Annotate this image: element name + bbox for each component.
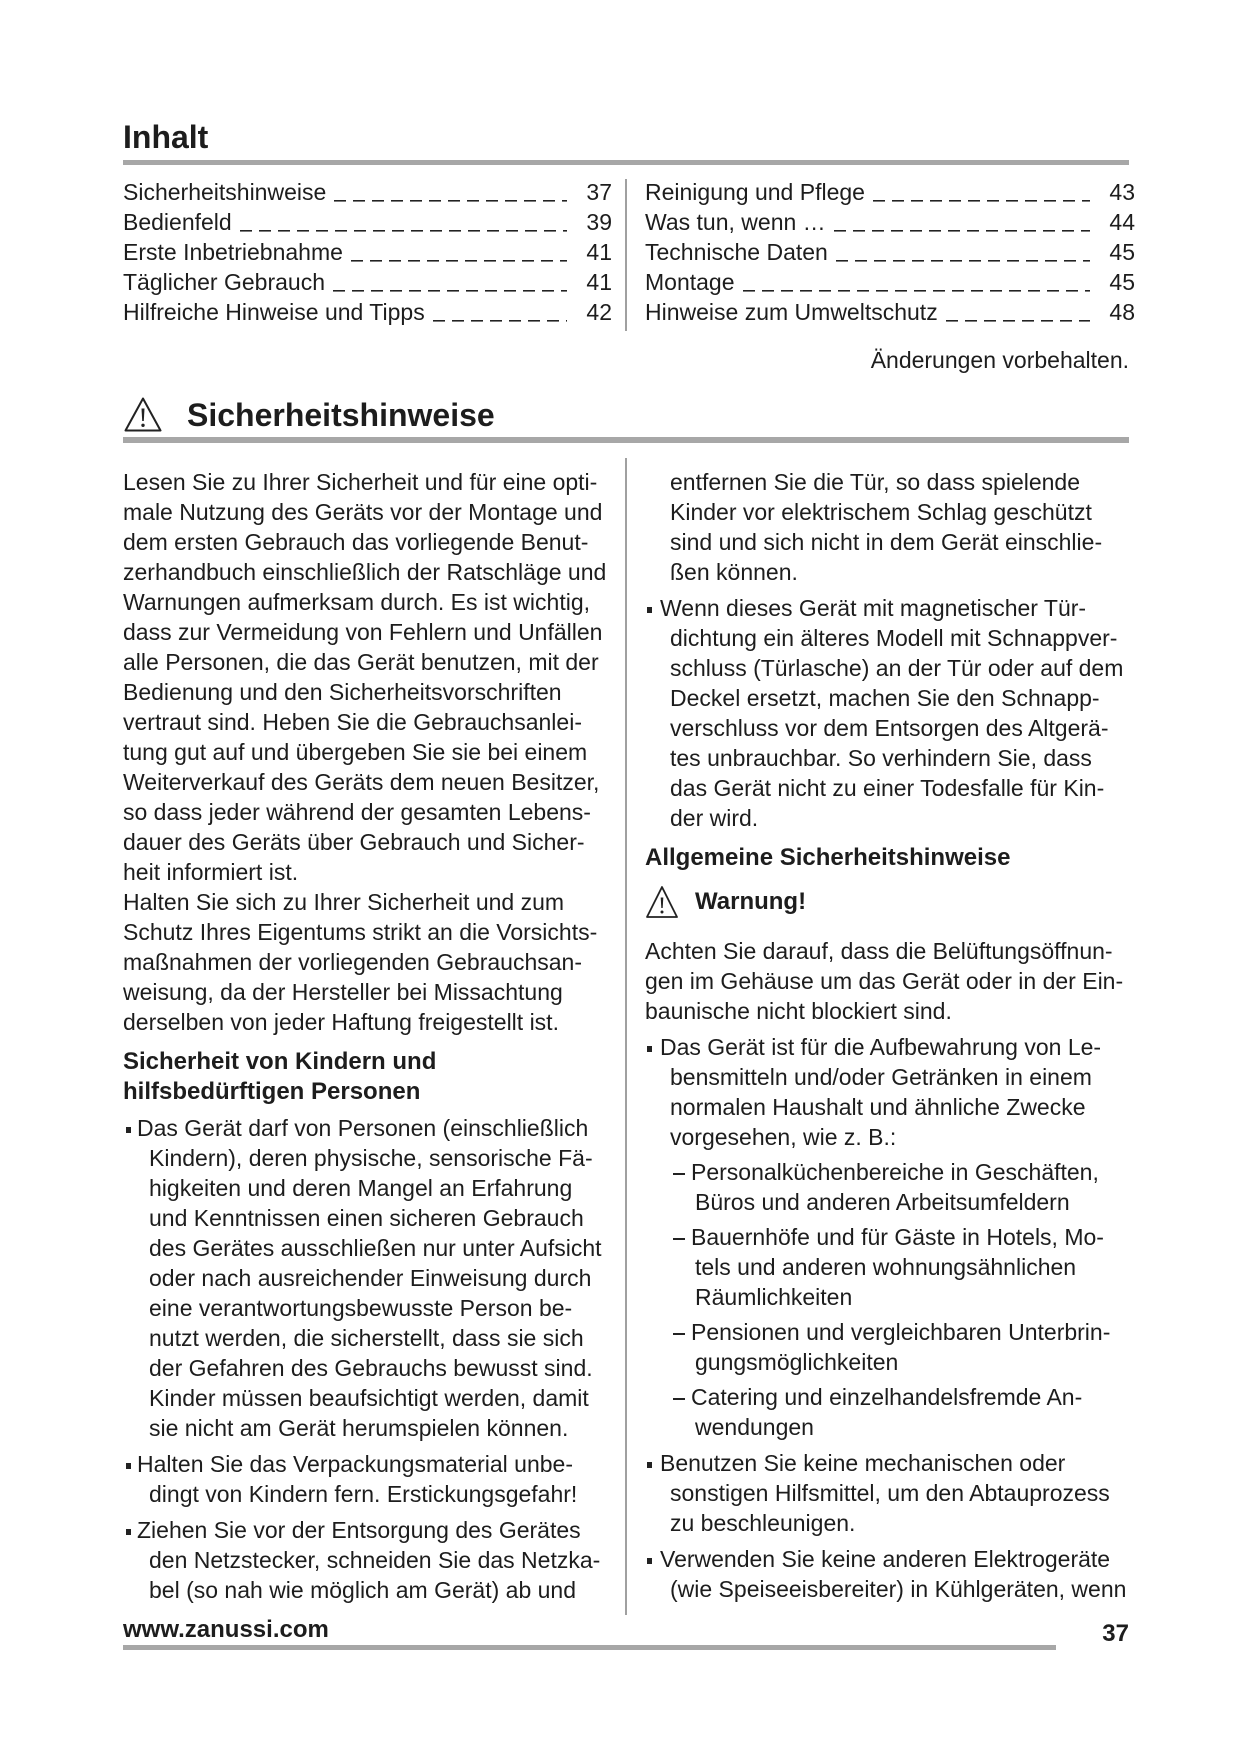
toc-entry-label: Technische Daten: [645, 239, 828, 265]
text-line: weisung, da der Hersteller bei Missachtung: [123, 979, 563, 1005]
bullet-marker: [126, 1127, 131, 1133]
text-line: Büros und anderen Arbeitsumfeldern: [695, 1189, 1070, 1215]
text-line: Kinder vor elektrischem Schlag geschützt: [670, 499, 1092, 525]
bullet-item: [123, 1113, 615, 1443]
warning-triangle-icon: [645, 883, 679, 921]
subheading: [123, 1047, 615, 1107]
text-line: Catering und einzelhandelsfremde An-: [691, 1384, 1083, 1410]
toc-leader-line: [351, 237, 568, 267]
section-title: Sicherheitshinweise: [187, 397, 495, 433]
paragraph: [645, 936, 1133, 1026]
text-line: zu beschleunigen.: [670, 1510, 856, 1536]
body-column-left: [123, 467, 615, 1605]
text-line: Weiterverkauf des Geräts dem neuen Besitzer,: [123, 769, 600, 795]
text-line: Halten Sie das Verpackungsmaterial unbe-: [137, 1451, 573, 1477]
body-column-divider: [625, 458, 627, 1615]
subheading: [645, 843, 1133, 873]
text-line: Schutz Ihres Eigentums strikt an die Vorsichts-: [123, 919, 598, 945]
text-line: sind und sich nicht in dem Gerät einschlie-: [670, 529, 1103, 555]
toc-entry-label: Hilfreiche Hinweise und Tipps: [123, 299, 425, 325]
text-line: normalen Haushalt und ähnliche Zwecke: [670, 1094, 1086, 1120]
text-line: Wenn dieses Gerät mit magnetischer Tür-: [660, 595, 1087, 621]
toc-entry-label: Reinigung und Pflege: [645, 179, 865, 205]
toc-leader-line: [873, 177, 1090, 207]
text-line: sie nicht am Gerät herumspielen können.: [149, 1415, 569, 1441]
text-line: (wie Speiseeisbereiter) in Kühlgeräten, wenn: [670, 1576, 1127, 1602]
text-line: oder nach ausreichender Einweisung durch: [149, 1265, 592, 1291]
toc-entry-page: 44: [1109, 209, 1135, 235]
warning-note: [645, 882, 1133, 922]
bullet-item: [645, 1544, 1133, 1604]
text-line: ßen können.: [670, 559, 798, 585]
text-line: sonstigen Hilfsmittel, um den Abtauprozess: [670, 1480, 1110, 1506]
text-line: dauer des Geräts über Gebrauch und Sicher-: [123, 829, 585, 855]
text-line: verschluss vor dem Entsorgen des Altgerä-: [670, 715, 1109, 741]
text-line: das Gerät nicht zu einer Todesfalle für Kin-: [670, 775, 1105, 801]
text-line: dem ersten Gebrauch das vorliegende Benut-: [123, 529, 589, 555]
toc-entry-page: 48: [1109, 299, 1135, 325]
toc-entry-page: 37: [586, 179, 612, 205]
toc-column-right: [645, 177, 1135, 327]
text-line: des Gerätes ausschließen nur unter Aufsicht: [149, 1235, 602, 1261]
text-line: so dass jeder während der gesamten Lebens-: [123, 799, 591, 825]
toc-entry: [645, 237, 1135, 267]
toc-entry: [123, 177, 612, 207]
dash-marker: [673, 1173, 685, 1175]
text-line: Benutzen Sie keine mechanischen oder: [660, 1450, 1066, 1476]
section-title-rule: [123, 437, 1129, 443]
text-line: vorgesehen, wie z. B.:: [670, 1124, 897, 1150]
text-line: Halten Sie sich zu Ihrer Sicherheit und zum: [123, 889, 565, 915]
toc-entry-label: Erste Inbetriebnahme: [123, 239, 343, 265]
text-line: bel (so nah wie möglich am Gerät) ab und: [149, 1577, 576, 1603]
text-line: male Nutzung des Geräts vor der Montage und: [123, 499, 603, 525]
bullet-marker: [647, 607, 652, 613]
bullet-item: [645, 1448, 1133, 1538]
toc-leader-line: [333, 267, 567, 297]
text-line: der Gefahren des Gebrauchs bewusst sind.: [149, 1355, 593, 1381]
text-line: und Kenntnissen einen sicheren Gebrauch: [149, 1205, 584, 1231]
dash-sub-item: [645, 1382, 1133, 1442]
toc-entry-page: 42: [586, 299, 612, 325]
bullet-marker: [126, 1529, 131, 1535]
warning-label: Warnung!: [695, 888, 807, 915]
toc-entry: [645, 207, 1135, 237]
toc-title-rule: [123, 160, 1129, 165]
text-line: Verwenden Sie keine anderen Elektrogeräte: [660, 1546, 1111, 1572]
text-line: eine verantwortungsbewusste Person be-: [149, 1295, 573, 1321]
text-line: higkeiten und deren Mangel an Erfahrung: [149, 1175, 573, 1201]
toc-entry: [123, 207, 612, 237]
text-line: Bauernhöfe und für Gäste in Hotels, Mo-: [691, 1224, 1104, 1250]
bullet-marker: [647, 1046, 652, 1052]
dash-marker: [673, 1238, 685, 1240]
text-line: bensmitteln und/oder Getränken in einem: [670, 1064, 1092, 1090]
body-column-right: [645, 467, 1133, 1604]
toc-leader-line: [836, 237, 1091, 267]
dash-marker: [673, 1333, 685, 1335]
bullet-item: [645, 1032, 1133, 1152]
text-line: heit informiert ist.: [123, 859, 299, 885]
toc-entry-page: 45: [1109, 269, 1135, 295]
text-line: hilfsbedürftigen Personen: [123, 1078, 421, 1105]
text-line: Warnungen aufmerksam durch. Es ist wichtig,: [123, 589, 590, 615]
dash-sub-item: [645, 1222, 1133, 1312]
toc-column-divider: [625, 179, 627, 331]
text-line: Das Gerät darf von Personen (einschließlich: [137, 1115, 589, 1141]
changes-reserved-note: Änderungen vorbehalten.: [870, 347, 1129, 373]
toc-leader-line: [834, 207, 1091, 237]
toc-leader-line: [743, 267, 1091, 297]
toc-entry-label: Hinweise zum Umweltschutz: [645, 299, 938, 325]
dash-marker: [673, 1398, 685, 1400]
text-line: Sicherheit von Kindern und: [123, 1048, 437, 1075]
toc-leader-line: [433, 297, 568, 327]
bullet-item: [123, 1515, 615, 1605]
toc-entry: [645, 267, 1135, 297]
footer-page-number: 37: [1102, 1620, 1129, 1647]
text-line: nutzt werden, die sicherstellt, dass sie sich: [149, 1325, 584, 1351]
toc-entry: [123, 267, 612, 297]
text-line: Räumlichkeiten: [695, 1284, 853, 1310]
text-line: den Netzstecker, schneiden Sie das Netzka-: [149, 1547, 601, 1573]
paragraph: [123, 887, 615, 1037]
text-line: alle Personen, die das Gerät benutzen, mit der: [123, 649, 599, 675]
toc-leader-line: [240, 207, 568, 237]
text-line: dass zur Vermeidung von Fehlern und Unfällen: [123, 619, 603, 645]
bullet-marker: [647, 1462, 652, 1468]
toc-column-left: [123, 177, 612, 327]
toc-entry-page: 41: [586, 269, 612, 295]
bullet-marker: [647, 1558, 652, 1564]
text-line: Kinder müssen beaufsichtigt werden, damit: [149, 1385, 589, 1411]
dash-sub-item: [645, 1157, 1133, 1217]
text-line: Lesen Sie zu Ihrer Sicherheit und für eine opti-: [123, 469, 598, 495]
text-line: Allgemeine Sicherheitshinweise: [645, 844, 1011, 871]
toc-entry: [123, 237, 612, 267]
section-heading: [123, 393, 495, 437]
toc-entry: [123, 297, 612, 327]
toc-entry-page: 45: [1109, 239, 1135, 265]
text-line: Personalküchenbereiche in Geschäften,: [691, 1159, 1099, 1185]
toc-entry-label: Bedienfeld: [123, 209, 232, 235]
toc-entry-page: 39: [586, 209, 612, 235]
toc-entry-label: Sicherheitshinweise: [123, 179, 327, 205]
toc-leader-line: [946, 297, 1091, 327]
dash-sub-item: [645, 1317, 1133, 1377]
text-line: Pensionen und vergleichbaren Unterbrin-: [691, 1319, 1111, 1345]
text-line: zerhandbuch einschließlich der Ratschläge und: [123, 559, 607, 585]
toc-entry-page: 41: [586, 239, 612, 265]
paragraph: [123, 467, 615, 887]
footer-rule: [123, 1645, 1056, 1650]
text-line: schluss (Türlasche) an der Tür oder auf dem: [670, 655, 1124, 681]
text-line: gungsmöglichkeiten: [695, 1349, 899, 1375]
footer-website: www.zanussi.com: [123, 1616, 329, 1643]
bullet-item: [123, 1449, 615, 1509]
text-line: tung gut auf und übergeben Sie sie bei einem: [123, 739, 588, 765]
paragraph-continued: [645, 467, 1133, 587]
text-line: wendungen: [695, 1414, 814, 1440]
text-line: vertraut sind. Heben Sie die Gebrauchsanlei-: [123, 709, 582, 735]
text-line: tels und anderen wohnungsähnlichen: [695, 1254, 1077, 1280]
text-line: Das Gerät ist für die Aufbewahrung von Le-: [660, 1034, 1102, 1060]
bullet-marker: [126, 1463, 131, 1469]
text-line: baunische nicht blockiert sind.: [645, 998, 952, 1024]
toc-title: Inhalt: [123, 119, 209, 155]
toc-leader-line: [334, 177, 567, 207]
toc-entry: [645, 177, 1135, 207]
toc-entry-label: Was tun, wenn …: [645, 209, 826, 235]
text-line: Bedienung und den Sicherheitsvorschriften: [123, 679, 562, 705]
text-line: Achten Sie darauf, dass die Belüftungsöffnun-: [645, 938, 1113, 964]
text-line: Ziehen Sie vor der Entsorgung des Gerätes: [137, 1517, 581, 1543]
toc-entry-page: 43: [1109, 179, 1135, 205]
text-line: dingt von Kindern fern. Erstickungsgefahr!: [149, 1481, 578, 1507]
text-line: gen im Gehäuse um das Gerät oder in der Ein-: [645, 968, 1124, 994]
warning-triangle-icon: [123, 395, 187, 435]
toc-entry-label: Täglicher Gebrauch: [123, 269, 325, 295]
bullet-item: [645, 593, 1133, 833]
text-line: dichtung ein älteres Modell mit Schnappver-: [670, 625, 1118, 651]
text-line: Deckel ersetzt, machen Sie den Schnapp-: [670, 685, 1100, 711]
text-line: derselben von jeder Haftung freigestellt ist.: [123, 1009, 559, 1035]
text-line: tes unbrauchbar. So verhindern Sie, dass: [670, 745, 1092, 771]
toc-entry: [645, 297, 1135, 327]
text-line: maßnahmen der vorliegenden Gebrauchsan-: [123, 949, 582, 975]
text-line: entfernen Sie die Tür, so dass spielende: [670, 469, 1081, 495]
text-line: Kindern), deren physische, sensorische Fä-: [149, 1145, 593, 1171]
toc-entry-label: Montage: [645, 269, 735, 295]
text-line: der wird.: [670, 805, 759, 831]
